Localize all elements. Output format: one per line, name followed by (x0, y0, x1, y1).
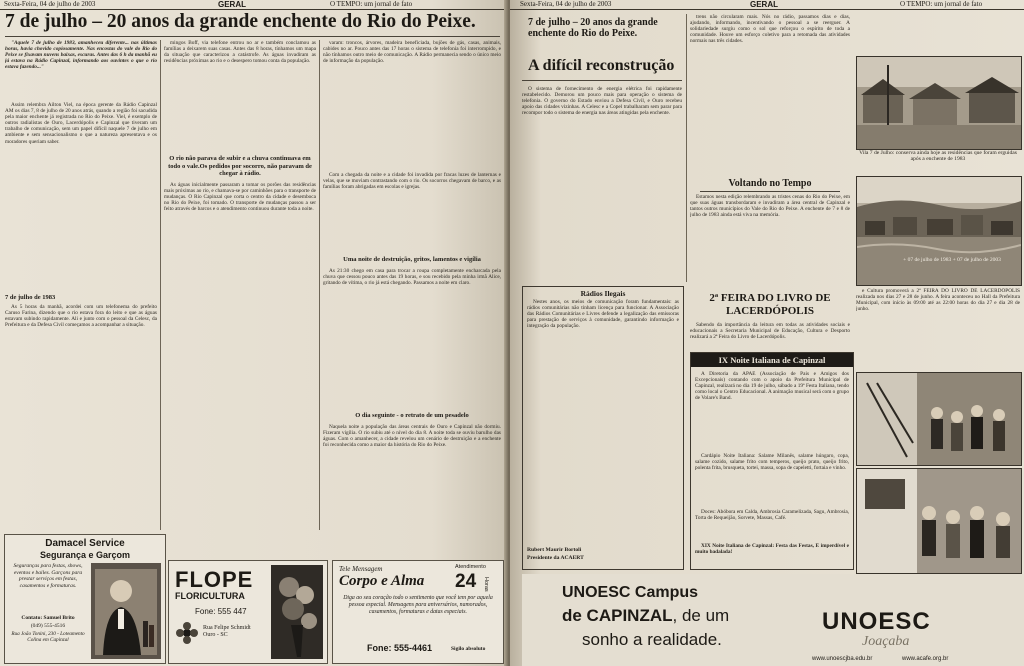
right-running-section: GERAL (750, 0, 778, 9)
col-divider (319, 40, 320, 530)
ad-flope-phone: Fone: 555 447 (195, 607, 247, 616)
right-col2-body (690, 14, 850, 174)
left-col2-subhead: O rio não parava de subir e a chuva continuava em todo o vale.Os pedidos por socorro, não paravam de chegar à rádio. (168, 155, 312, 177)
left-col3-body3 (323, 268, 501, 408)
unoesc-url: www.unoescjba.edu.br (812, 656, 873, 662)
houses-photo-image (857, 57, 1021, 149)
left-col3-body4 (323, 424, 501, 530)
body-paragraph: Cardápio Noite Italiana: Salame Milanês, salame húngaro, copa, salame cozido, salame frito com temperos, queijo prato, queijo frito, polenta frita, brusqueta, tortei, massa, sopa de capeletti, fortaia e vinho. (695, 453, 849, 472)
body-paragraph: e Cultura promoverá a 2ª FEIRA DO LIVRO DE LACERDÓPOLIS realizada nos dias 27 e 28 de junho. A feira aconteceu no Hall da Prefeitura Municipal, com início às 09:00 até as 22:00 horas do dia 27 e dia 28 de junho. (856, 288, 1020, 313)
ad-telemensagem-tagline: Atendimento (455, 564, 486, 570)
ad-damacel-body: Seguranças para festas, shows, eventos e bailes. Garçons para prestar serviços em festas, casamentos e formaturas. (13, 563, 83, 589)
col-divider (160, 40, 161, 530)
cultura-body (856, 288, 1020, 366)
left-col2-body (164, 40, 316, 152)
lead-paragraph: "Aquele 7 de julho de 1983, amanheceu diferente... nas últimas horas, havia chovido copiosamente. Nas encostas do vale do Rio do Peixe se fixavam nuvens baixas, escuras. Antes das 6 h da manhã eu já estava na Rádio Capinzal, informando aos ouvintes o que o rio estava fazendo..." (5, 40, 157, 71)
feira-body (690, 322, 850, 348)
body-paragraph: Às 5 horas da manhã, acordei com um telefonema do prefeito Caruso Farina, dizendo que o rio estava fora do leito e que as águas estavam subindo rapidamente. Ali e junto com o pessoal da Celesc, da Prefeitura e da Defesa Civil começamos a acompanhar a situação. (5, 304, 157, 329)
ad-telemensagem-body: Diga ao seu coração todo o sentimento que você tem por aquela pessoa especial. Mensagens para aniversários, namorados, casamentos, formaturas e datas especiais. (343, 595, 493, 615)
kids-photo-image (857, 469, 1021, 573)
radios-signature: Rubert Maurir Bortoli (527, 547, 582, 553)
ad-telemensagem-title: Tele Mensagem (339, 565, 383, 573)
body-paragraph: Sabendo da importância da leitura em todas as atividades sociais e educacionais a Secretaria Municipal de Educação, Cultura e Desporto realizará a 2ª Feira do Livro de Lacerdópolis. (690, 322, 850, 341)
body-paragraph: XIX Noite Italiana de Capinzal: Festa das Festas, É imperdível e muito badalada! (695, 543, 849, 556)
left-col1-body2 (5, 304, 157, 530)
left-headline-rule (5, 36, 500, 37)
left-headline: 7 de julho – 20 anos da grande enchente do Rio do Peixe. (5, 11, 476, 32)
left-running-paper: O TEMPO: um jornal de fato (330, 0, 413, 8)
body-paragraph: trens não circularam mais. Nós no rádio, passamos dias e dias, ajudando, informando, incentivando o pessoal a se reerguer. A solidariedade surgiu como o sol que reforçou o espírito de toda a comunidade. Houve um esforço coletivo para a retomada das atividades normais nas três cidades. (690, 14, 850, 45)
ad-telemensagem (332, 560, 504, 664)
ad-flope-address: Rua Felipe Schmidt Ouro - SC (203, 625, 251, 638)
ad-flope (168, 560, 328, 664)
left-col3-subhead2: O dia seguinte - o retrato de um pesadelo (355, 412, 469, 419)
ad-telemensagem-note: Sigilo absoluto (451, 646, 486, 652)
body-paragraph: Doces: Abóbora em Calda, Ambrosia Caramelizada, Sagu, Ambrosia, Torta de Requeijão, Sorvete, Massas, Café. (695, 509, 849, 522)
unoesc-brand-sub: Joaçaba (862, 634, 910, 649)
unoesc-line1: UNOESC Campus (562, 584, 699, 601)
noite-cardapio (695, 453, 849, 507)
title-rule (522, 80, 682, 81)
right-headline: 7 de julho – 20 anos da grande enchente do Rio do Peixe. (528, 17, 658, 39)
unoesc-line2: de CAPINZAL (562, 606, 673, 625)
body-paragraph: varam: troncos, árvores, madeira beneficiada, bujões de gás, casas, animais, cabides no ar. Pouco antes das 17 horas o sistema de telefonia foi interrompido, e não tínhamos outro meio de comunicação. A Rádio permanecia sendo o único meio de informação da população. (323, 40, 501, 65)
body-paragraph: Assim relembra Ailton Viel, na época gerente da Rádio Capinzal AM os dias 7, 8 de julho de 20 anos atrás, quando a região foi sacudida pela maior enchente já registrada no Rio do Peixe. Viel, é exemplo de outros radialistas de Ouro, Lacerdópolis e Capinzal que tiveram um trabalho de comunicação, sem um papel difícil naquele 7 de julho em ambiente e sem sensacionalismo o que a natureza apresentava e os moradores queriam saber. (5, 102, 157, 145)
unoesc-line2-wrap (562, 606, 729, 626)
flood-photo-overlay: + 07 de julho de 1983 + 07 de julho de 2003 (903, 257, 1001, 263)
left-col1-body (5, 102, 157, 292)
ad-damacel-phone: (049) 555-4516 (30, 623, 66, 629)
left-col3-subhead: Uma noite de destruição, gritos, lamentos e vigília (343, 256, 481, 263)
unoesc-line2b: , de um (672, 606, 730, 625)
voltando-body (690, 194, 850, 280)
body-paragraph: Com a chegada da noite e a cidade foi invadida por fracas luzes de lanternas e velas, que se moviam contrastando com o rio. Os socorros chegavam de barco, e as famílias foram abrigadas em escolas e igrejas. (323, 172, 501, 191)
feira-title: 2ª FEIRA DO LIVRO DE LACERDÓPOLIS (709, 292, 831, 317)
ad-damacel-subtitle: Segurança e Garçom (39, 550, 131, 560)
left-col3-body2 (323, 172, 501, 252)
radios-role: Presidente da ACAERT (527, 555, 584, 561)
ad-telemensagem-name: Corpo e Alma (339, 573, 425, 589)
left-running-section: GERAL (218, 0, 246, 9)
voltando-rule (700, 191, 840, 192)
school-photo (856, 372, 1022, 466)
ad-damacel-address: Rua João Tonini, 230 - Loteamento Colina em Capinzal (11, 631, 85, 643)
houses-caption: Vila 7 de Julho: conserva ainda hoje as residências que foram erguidas após a enchente de 1983 (859, 150, 1017, 163)
left-col3-body (323, 40, 501, 170)
body-paragraph: As águas inicialmente passaram a tomar os porões das residências mais próximas ao rio, e chamava-se por caminhões para o transporte de mudanças. O Rio Capinzal que corta o centro da cidade e desemboca no Rio do Peixe, foi tomado. O transporte de mudanças passou a ser feito através de barcos e o atendimento continuou durante toda a noite. (164, 182, 316, 213)
radios-body (527, 299, 679, 543)
col-divider (686, 14, 687, 282)
ad-flope-name: FLOPE (175, 567, 254, 592)
ad-flope-subtitle: FLORICULTURA (175, 591, 245, 601)
left-running-date: Sexta-Feira, 04 de julho de 2003 (4, 0, 96, 8)
waiter-photo (91, 563, 161, 659)
kids-photo (856, 468, 1022, 574)
voltando-title: Voltando no Tempo (728, 178, 812, 189)
ad-damacel-title: Damacel Service (45, 538, 125, 549)
voltando-box (690, 178, 850, 282)
body-paragraph: mingos Boff, via telefone entrou no ar e também conclamou as famílias a deixarem suas casas. Antes das 8 horas, tínhamos um mapa da situação que caracterizou a catástrofe. As águas invadiram as residências próximas ao rio e o desespero tomou conta da população. (164, 40, 316, 65)
body-paragraph: O sistema de fornecimento de energia elétrica foi rapidamente restabelecido. Demorou um pouco mais para operação o sistema de telefonia. O governo do Estado enviou a Defesa Civil, e Ouro recebeu apoio das cidades vizinhas. A Celesc e a Copel trabalharam sem parar para recompor todo o sistema de energia nas áreas atingidas pela enchente. (522, 86, 682, 117)
left-running-head (0, 0, 508, 10)
ad-damacel-contact: Contato: Samuel Brito (21, 615, 75, 621)
ad-damacel (4, 534, 166, 664)
body-paragraph: Estamos nesta edição relembrando as tristes cenas do Rio do Peixe, em que suas águas transbordaram e invadiram a área central de Capinzal e tantos outros municípios do Vale do Rio do Peixe. A enchente de 7 e 8 de julho de 1983 ainda está viva na memória. (690, 194, 850, 219)
unoesc-brand: UNOESC (822, 608, 931, 635)
unoesc-line3: sonho a realidade. (582, 630, 722, 649)
radios-title: Rádios Ilegais (580, 289, 626, 298)
right-page (510, 0, 1024, 666)
flower-bouquet-photo (271, 565, 323, 659)
unoesc-url2: www.acafe.org.br (902, 656, 949, 662)
flower-icon (175, 621, 199, 645)
body-paragraph: A Diretoria da APAE (Associação de Pais e Amigos dos Excepcionais) contando com o apoio da Prefeitura Municipal de Capinzal, realizará no dia 19 de julho, sábado a 19ª Festa Italiana, tendo como local o Centro Educacional. A animação musical será com o grupo de Volare's Band. (695, 371, 849, 402)
radios-box (522, 286, 684, 570)
body-paragraph: As 21:30 chego em casa para trocar a roupa completamente encharcada pela chuva que cessou pouco antes das 19 horas, e sou recebido pela minha irmã Alice, gritando de vítima, o rio já está chegando. Passamos a noite em claro. (323, 268, 501, 287)
body-paragraph: Naquela noite a população das áreas centrais de Ouro e Capinzal não dormiu. Fizeram vigília. O rio subiu até o nível do dia 8. A noite toda se ouviu barulho das águas. Com o amanhecer, a cidade revelou um cenário de destruição e a enchente foi reconhecida como a maior da história do Rio do Peixe. (323, 424, 501, 449)
noite-doces (695, 509, 849, 541)
left-col1-subhead: 7 de julho de 1983 (5, 294, 56, 301)
ad-unoesc (522, 574, 1024, 666)
body-paragraph: Nestes anos, os meios de comunicação foram fundamentais: as rádios comunitárias não tinham licença para funcionar. A Associação das Rádios Comunitárias e Livres defende a legalização das emissoras para prestação de serviços à comunidade, garantindo informação e integração da população. (527, 299, 679, 330)
ad-telemensagem-hours-label: Horas (483, 577, 489, 592)
right-running-head (510, 0, 1024, 10)
right-running-date: Sexta-Feira, 04 de julho de 2003 (520, 0, 612, 8)
flood-photo (856, 176, 1022, 286)
left-col2-body2 (164, 182, 316, 530)
noite-box (690, 352, 854, 570)
article-title: A difícil reconstrução (528, 57, 675, 74)
ad-telemensagem-phone: Fone: 555-4461 (367, 643, 433, 653)
houses-photo (856, 56, 1022, 150)
left-col1-lead (5, 40, 157, 100)
noite-title: IX Noite Italiana de Capinzal (691, 353, 853, 367)
school-photo-image (857, 373, 1021, 465)
noite-body (695, 371, 849, 451)
flood-photo-image (857, 177, 1021, 285)
right-running-paper: O TEMPO: um jornal de fato (900, 0, 983, 8)
right-col1-body (522, 86, 682, 282)
left-page (0, 0, 508, 666)
noite-footer (695, 543, 849, 567)
ad-telemensagem-hours: 24 (455, 571, 477, 592)
